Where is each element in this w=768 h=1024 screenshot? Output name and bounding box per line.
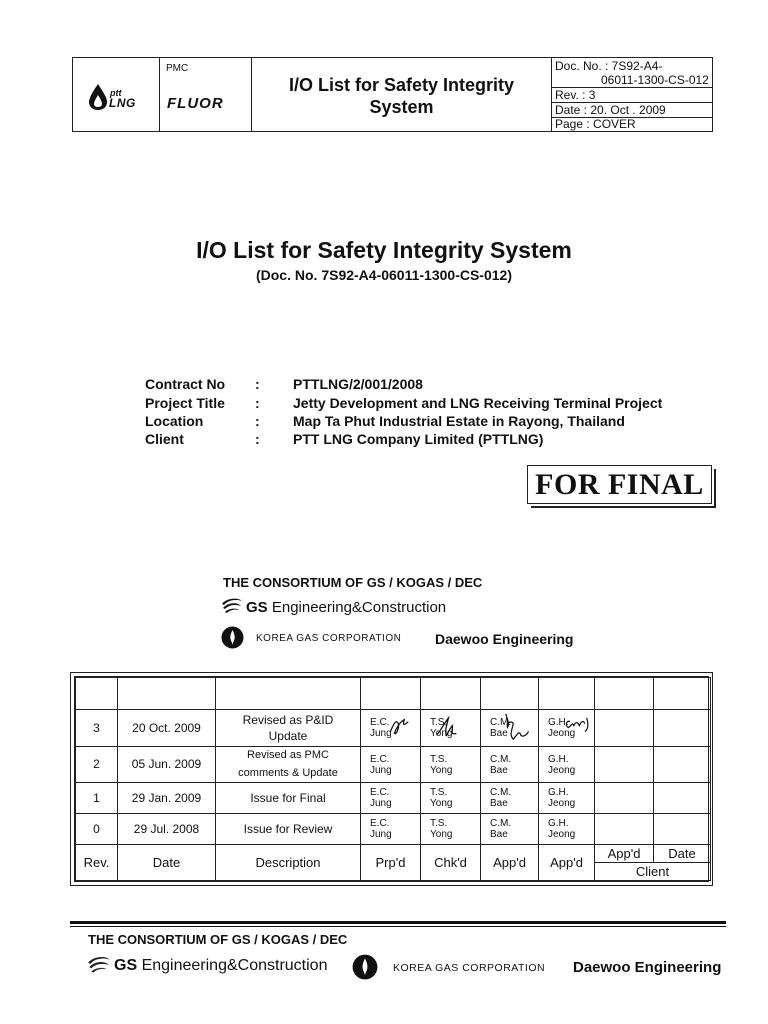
revision-table-frame	[70, 672, 713, 886]
table-row	[76, 747, 711, 783]
footer-divider	[70, 921, 726, 924]
document-number: (Doc. No. 7S92-A4-06011-1300-CS-012)	[255, 267, 512, 283]
gs-engineering-logo	[246, 599, 446, 616]
name: Yong	[430, 728, 453, 739]
initials: C.M.	[490, 717, 512, 728]
client-header: Client	[595, 863, 711, 881]
page-line: Page : COVER	[555, 117, 636, 131]
rev-line: Rev. : 3	[555, 88, 596, 102]
approved-by-cell	[481, 710, 539, 747]
prepared-by-cell	[361, 814, 421, 845]
approved-header: App'd	[539, 845, 595, 881]
name: Bae	[490, 764, 508, 776]
table-row	[76, 678, 711, 710]
name: Jeong	[548, 764, 576, 776]
initials: E.C.	[370, 787, 390, 798]
table-row	[76, 710, 711, 747]
doc-no-line2: 06011-1300-CS-012	[601, 73, 709, 87]
client-approved-cell	[595, 814, 654, 845]
initials: T.S.	[430, 717, 448, 728]
initials: E.C.	[370, 717, 390, 728]
approved-by-cell	[481, 747, 539, 783]
rev-header: Rev.	[76, 845, 118, 881]
gs-rest-text: Engineering&Construction	[137, 957, 328, 974]
kogas-logo-text: KOREA GAS CORPORATION	[256, 633, 402, 644]
footer-kogas-text: KOREA GAS CORPORATION	[393, 962, 546, 974]
prepared-by-cell	[361, 747, 421, 783]
revision-table	[75, 677, 711, 881]
ptt-flame-icon	[87, 83, 109, 111]
description-line2: comments & Update	[238, 767, 338, 779]
gs-bold-text: GS	[246, 599, 268, 616]
checked-header: Chk'd	[421, 845, 481, 881]
empty-cell	[539, 678, 595, 710]
footer-divider	[70, 926, 726, 927]
pmc-label: PMC	[166, 63, 189, 74]
name: Jeong	[548, 728, 576, 739]
checked-by-cell	[421, 710, 481, 747]
name: Jeong	[548, 798, 576, 809]
lng-logo-text: LNG	[109, 96, 136, 110]
initials: C.M.	[490, 787, 512, 798]
initials: G.H.	[548, 787, 569, 798]
initials: C.M.	[490, 753, 512, 765]
footer-gs-logo	[114, 957, 327, 975]
approved-by-cell	[481, 783, 539, 814]
contract-no-value: PTTLNG/2/001/2008	[293, 376, 423, 392]
checked-by-cell	[421, 814, 481, 845]
client-approved-cell	[595, 747, 654, 783]
empty-cell	[216, 678, 361, 710]
rev-cell: 0	[76, 814, 118, 845]
client-date-cell	[654, 747, 711, 783]
gs-rest-text: Engineering&Construction	[267, 599, 447, 616]
initials: G.H.	[548, 818, 569, 829]
name: Jung	[370, 764, 392, 776]
prepared-by-cell	[361, 710, 421, 747]
stamp-text: FOR FINAL	[535, 468, 704, 501]
initials: G.H.	[548, 753, 569, 765]
name: Bae	[490, 798, 508, 809]
colon: :	[255, 395, 260, 411]
fluor-logo-cell	[160, 58, 252, 131]
gs-bold-text: GS	[114, 957, 138, 974]
client-value: PTT LNG Company Limited (PTTLNG)	[293, 431, 544, 447]
footer-consortium-title: THE CONSORTIUM OF GS / KOGAS / DEC	[88, 932, 348, 947]
empty-cell	[118, 678, 216, 710]
rev-cell: 1	[76, 783, 118, 814]
checked-by-cell	[421, 747, 481, 783]
gs-swirl-icon	[220, 596, 244, 616]
approved-by-cell	[481, 814, 539, 845]
kogas-logo-icon	[221, 626, 244, 649]
initials: C.M.	[490, 818, 512, 829]
name: Bae	[490, 728, 508, 739]
empty-cell	[361, 678, 421, 710]
initials: T.S.	[430, 753, 448, 765]
client-approved-header: App'd	[595, 845, 654, 863]
name: Yong	[430, 798, 453, 809]
name: Yong	[430, 764, 453, 776]
consortium-title: THE CONSORTIUM OF GS / KOGAS / DEC	[223, 575, 483, 590]
colon: :	[255, 431, 260, 447]
prepared-header: Prp'd	[361, 845, 421, 881]
location-value: Map Ta Phut Industrial Estate in Rayong, Thailand	[293, 413, 625, 429]
approved-by-cell	[539, 710, 595, 747]
gs-swirl-icon	[86, 954, 112, 976]
client-date-cell	[654, 710, 711, 747]
empty-cell	[595, 678, 654, 710]
header-title-line1: I/O List for Safety Integrity	[288, 75, 515, 95]
initials: E.C.	[370, 753, 390, 765]
header-meta-cell	[552, 58, 712, 131]
initials: E.C.	[370, 818, 390, 829]
project-title-label: Project Title	[145, 395, 225, 411]
description-line1: Revised as P&ID	[242, 712, 334, 727]
approved-by-cell	[539, 783, 595, 814]
description-header: Description	[216, 845, 361, 881]
initials: T.S.	[430, 818, 448, 829]
name: Yong	[430, 829, 453, 840]
date-line: Date : 20. Oct . 2009	[555, 103, 666, 117]
empty-cell	[76, 678, 118, 710]
table-row	[76, 783, 711, 814]
date-cell: 05 Jun. 2009	[118, 747, 216, 783]
rev-cell: 2	[76, 747, 118, 783]
client-date-cell	[654, 814, 711, 845]
footer-daewoo-logo: Daewoo Engineering	[573, 959, 722, 976]
name: Jeong	[548, 829, 576, 840]
for-final-stamp	[527, 465, 712, 504]
client-label: Client	[145, 431, 184, 447]
prepared-by-cell	[361, 783, 421, 814]
name: Jung	[370, 728, 392, 739]
description-line1: Revised as PMC	[247, 749, 329, 761]
fluor-logo: FLUOR	[167, 95, 224, 112]
client-approved-cell	[595, 783, 654, 814]
ptt-logo-text: ptt	[110, 88, 122, 98]
client-date-header: Date	[654, 845, 711, 863]
header-title	[252, 74, 551, 118]
empty-cell	[654, 678, 711, 710]
name: Bae	[490, 829, 508, 840]
client-approved-cell	[595, 710, 654, 747]
initials: G.H.	[548, 717, 569, 728]
date-cell: 29 Jan. 2009	[118, 783, 216, 814]
approved-by-cell	[539, 814, 595, 845]
location-label: Location	[145, 413, 204, 429]
contract-no-label: Contract No	[145, 376, 226, 392]
description-line2: Update	[268, 728, 308, 743]
table-header-row	[76, 845, 711, 863]
approved-header: App'd	[481, 845, 539, 881]
name: Jung	[370, 829, 392, 840]
ptt-lng-logo-cell	[73, 58, 160, 131]
empty-cell	[481, 678, 539, 710]
description-cell	[216, 710, 361, 747]
doc-no-line1: Doc. No. : 7S92-A4-	[555, 59, 663, 73]
document-title: I/O List for Safety Integrity System	[196, 237, 572, 263]
kogas-logo-icon	[352, 954, 378, 980]
checked-by-cell	[421, 783, 481, 814]
initials: T.S.	[430, 787, 448, 798]
daewoo-logo: Daewoo Engineering	[435, 631, 574, 647]
description-cell	[216, 747, 361, 783]
header-title-line2: System	[369, 97, 434, 117]
project-title-value: Jetty Development and LNG Receiving Terminal Project	[293, 395, 663, 411]
document-header	[72, 57, 713, 132]
revision-table-inner	[74, 676, 709, 882]
rev-cell: 3	[76, 710, 118, 747]
empty-cell	[421, 678, 481, 710]
name: Jung	[370, 798, 392, 809]
client-date-cell	[654, 783, 711, 814]
date-cell: 29 Jul. 2008	[118, 814, 216, 845]
date-cell: 20 Oct. 2009	[118, 710, 216, 747]
description-cell: Issue for Review	[216, 814, 361, 845]
colon: :	[255, 413, 260, 429]
table-row	[76, 814, 711, 845]
header-title-cell	[252, 58, 552, 131]
approved-by-cell	[539, 747, 595, 783]
colon: :	[255, 376, 260, 392]
date-header: Date	[118, 845, 216, 881]
description-cell: Issue for Final	[216, 783, 361, 814]
